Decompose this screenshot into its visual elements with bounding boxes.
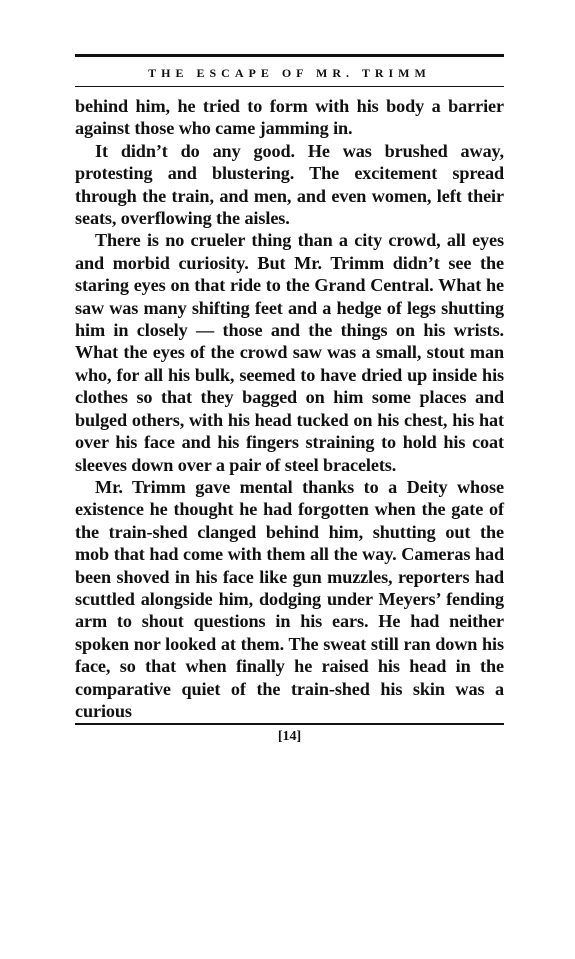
paragraph: There is no crueler thing than a city crowd, all eyes and morbid curiosity. But Mr. Trimm didn’t see the staring eyes on that ride to the Grand Central. What he saw was many shifting feet and a hedge of legs shutting him in closely — those and the things on his wrists. What the eyes of the crowd saw was a small, stout man who, for all his bulk, seemed to have dried up inside his clothes so that they bagged on him some places and bulged others, with his head tucked on his chest, his hat over his face and his fingers straining to hold his coat sleeves down over a pair of steel bracelets. bbox=[75, 230, 504, 475]
page-number: [14] bbox=[277, 729, 302, 745]
footer-rule bbox=[75, 723, 504, 725]
header-rule bbox=[75, 86, 504, 87]
body-text bbox=[75, 95, 504, 722]
running-head: THE ESCAPE OF MR. TRIMM bbox=[148, 66, 431, 80]
paragraph: Mr. Trimm gave mental thanks to a Deity whose existence he thought he had forgotten when the gate of the train-shed clanged behind him, shutting out the mob that had come with them all the way. Cameras had been shoved in his face like gun muzzles, reporters had scuttled alongside him, dodging under Meyers’ fending arm to shout questions in his ears. He had neither spoken nor looked at them. The sweat still ran down his face, so that when finally he raised his head in the comparative quiet of the train-shed his skin was a curious bbox=[75, 476, 504, 721]
paragraph-continued: behind him, he tried to form with his body a barrier against those who came jamming in. bbox=[75, 96, 504, 139]
top-rule bbox=[75, 54, 504, 57]
paragraph: It didn’t do any good. He was brushed away, protesting and blustering. The excitement spread through the train, and men, and even women, left their seats, overflowing the aisles. bbox=[75, 140, 504, 229]
book-page bbox=[75, 54, 504, 745]
